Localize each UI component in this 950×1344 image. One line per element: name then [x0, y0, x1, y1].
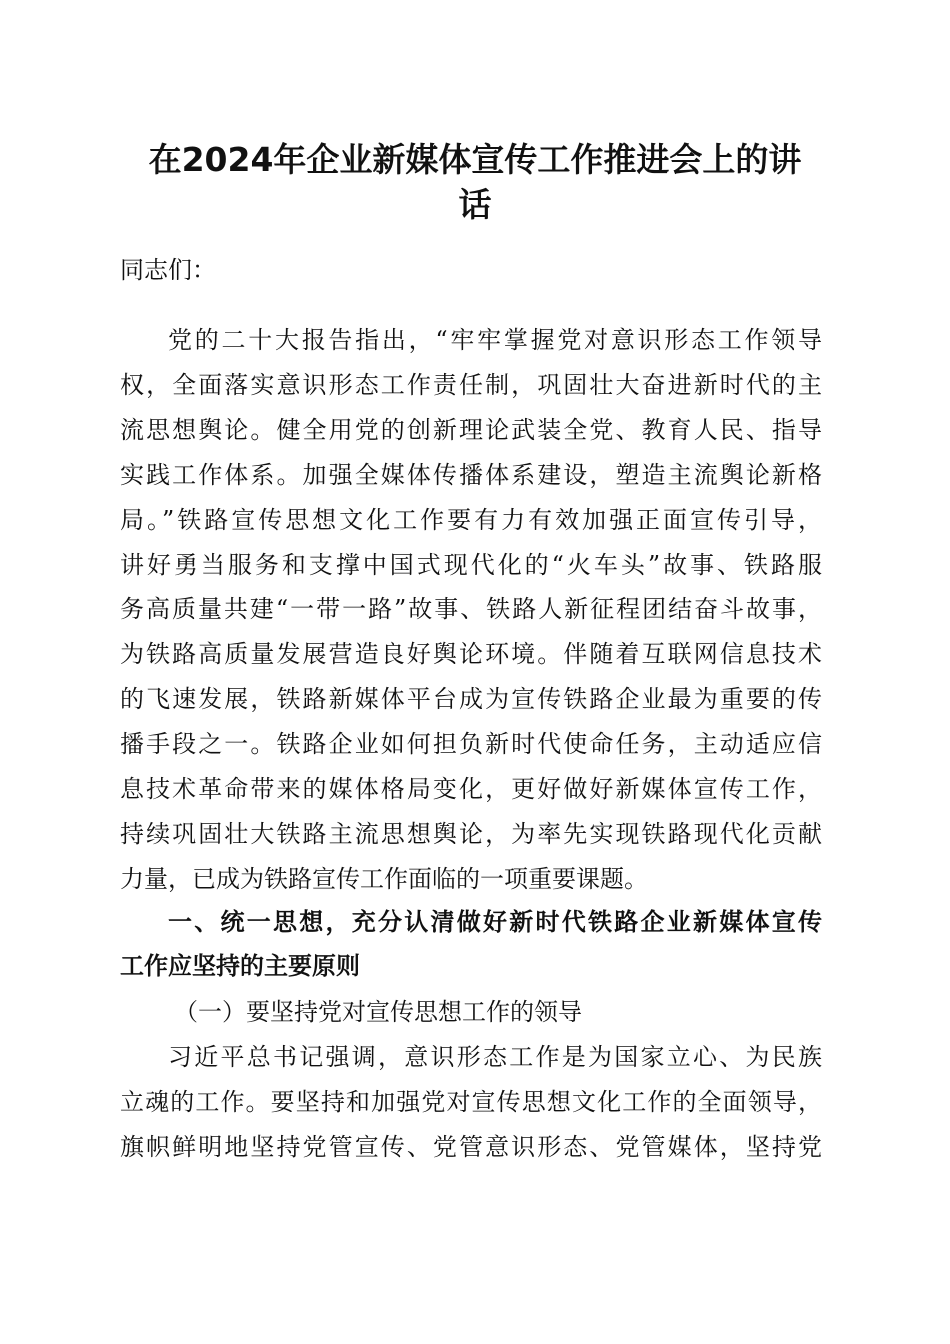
text-line: 力量，已成为铁路宣传工作面临的一项重要课题。 [120, 864, 648, 893]
text-line: 立魂的工作。要坚持和加强党对宣传思想文化工作的全面领导， [120, 1088, 822, 1116]
text-line: 流思想舆论。健全用党的创新理论武装全党、教育人民、指导 [120, 415, 822, 444]
text-line: 一、统一思想，充分认清做好新时代铁路企业新媒体宣传 [168, 908, 822, 936]
text-line: 局。”铁路宣传思想文化工作要有力有效加强正面宣传引导， [120, 505, 822, 534]
text-line: 实践工作体系。加强全媒体传播体系建设，塑造主流舆论新格 [120, 460, 822, 489]
text-line: 党的二十大报告指出，“牢牢掌握党对意识形态工作领导 [168, 326, 822, 354]
title-line-1: 在2024年企业新媒体宣传工作推进会上的讲 [148, 140, 802, 179]
salutation: 同志们： [120, 256, 216, 284]
text-line: 工作应坚持的主要原则 [120, 952, 360, 980]
text-line: 务高质量共建“一带一路”故事、铁路人新征程团结奋斗故事， [120, 595, 822, 624]
text-line: 为铁路高质量发展营造良好舆论环境。伴随着互联网信息技术 [120, 640, 822, 669]
text-line: 权，全面落实意识形态工作责任制，巩固壮大奋进新时代的主 [120, 370, 822, 399]
text-line: 息技术革命带来的媒体格局变化，更好做好新媒体宣传工作， [120, 775, 822, 803]
text-line: 的飞速发展，铁路新媒体平台成为宣传铁路企业最为重要的传 [120, 685, 822, 714]
text-line: 讲好勇当服务和支撑中国式现代化的“火车头”故事、铁路服 [120, 550, 822, 579]
text-line: 播手段之一。铁路企业如何担负新时代使命任务，主动适应信 [120, 730, 822, 759]
subheading-1: （一）要坚持党对宣传思想工作的领导 [174, 998, 582, 1026]
text-line: 旗帜鲜明地坚持党管宣传、党管意识形态、党管媒体，坚持党 [120, 1133, 822, 1161]
title-line-2: 话 [458, 185, 492, 224]
text-line: 持续巩固壮大铁路主流思想舆论，为率先实现铁路现代化贡献 [120, 819, 822, 848]
text-line: 习近平总书记强调，意识形态工作是为国家立心、为民族 [168, 1043, 822, 1071]
